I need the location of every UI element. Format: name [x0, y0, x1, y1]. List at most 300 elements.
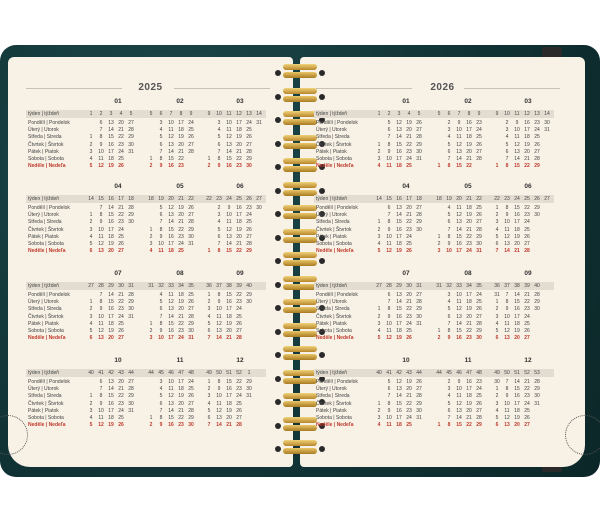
date-cell: 25 — [178, 248, 184, 255]
date-cell: 20 — [178, 141, 184, 148]
date-cell: 15 — [168, 320, 174, 327]
date-cell: 5 — [495, 233, 499, 240]
date-cell: 16 — [396, 407, 402, 414]
date-cell: 30 — [476, 241, 482, 247]
date-cell: 13 — [504, 241, 510, 247]
date-cell: 1 — [149, 156, 153, 162]
date-cell: 10 — [456, 292, 462, 298]
date-cell: 24 — [534, 127, 540, 134]
date-cell: 8 — [387, 306, 391, 313]
date-cell: 13 — [456, 219, 462, 226]
date-cell: 6 — [99, 120, 103, 126]
date-cell: 24 — [178, 335, 184, 342]
date-cell: 18 — [108, 156, 114, 162]
date-cell: 20 — [466, 313, 472, 320]
date-cell: 23 — [178, 422, 184, 429]
week-number: 36 — [494, 283, 500, 289]
day-label: Úterý | Utorok — [316, 127, 347, 134]
week-number: 40 — [88, 370, 94, 376]
date-cell: 6 — [159, 306, 163, 313]
date-cell: 1 — [437, 328, 441, 334]
date-cell: 14 — [514, 379, 520, 385]
date-cell: 21 — [406, 299, 412, 306]
date-cell: 21 — [118, 292, 124, 298]
week-number: 35 — [188, 283, 194, 289]
date-cell: 9 — [447, 335, 451, 342]
date-cell: 27 — [416, 127, 422, 134]
date-cell: 16 — [396, 148, 402, 155]
date-cell: 6 — [207, 415, 211, 421]
date-cell: 5 — [447, 212, 451, 219]
date-cell: 8 — [447, 328, 451, 334]
date-cell: 12 — [504, 328, 510, 334]
date-cell: 20 — [236, 141, 242, 148]
date-cell: 22 — [236, 156, 242, 162]
date-cell: 7 — [447, 226, 451, 233]
date-cell: 3 — [495, 313, 499, 320]
date-cell: 1 — [89, 299, 93, 306]
date-cell: 8 — [159, 156, 163, 162]
week-number: 21 — [466, 196, 472, 202]
date-cell: 31 — [128, 407, 134, 414]
date-cell: 28 — [236, 422, 242, 429]
date-cell: 16 — [396, 226, 402, 233]
week-number: 11 — [226, 111, 232, 117]
week-number: 14 — [544, 111, 550, 117]
date-cell: 30 — [476, 335, 482, 342]
date-cell: 3 — [159, 379, 163, 385]
date-cell: 8 — [447, 233, 451, 240]
week-number: 30 — [406, 283, 412, 289]
date-cell: 17 — [226, 306, 232, 313]
date-cell: 11 — [456, 134, 462, 141]
date-cell: 24 — [118, 313, 124, 320]
date-cell: 16 — [108, 219, 114, 226]
date-cell: 31 — [128, 313, 134, 320]
day-label: Čtvrtek | Štvrtok — [316, 400, 352, 407]
date-cell: 25 — [236, 400, 242, 407]
day-label: Neděle | Nedeľa — [28, 248, 66, 255]
date-cell: 31 — [246, 393, 252, 400]
date-cell: 12 — [504, 233, 510, 240]
date-cell: 19 — [108, 241, 114, 247]
date-cell: 31 — [188, 335, 194, 342]
date-cell: 15 — [108, 393, 114, 400]
date-cell: 21 — [406, 134, 412, 141]
week-number: 46 — [456, 370, 462, 376]
week-number: 4 — [119, 111, 123, 117]
date-cell: 28 — [188, 148, 194, 155]
date-cell: 17 — [466, 386, 472, 393]
date-cell: 25 — [406, 163, 412, 170]
date-cell: 2 — [217, 205, 221, 211]
date-cell: 23 — [406, 313, 412, 320]
week-number: 28 — [386, 283, 392, 289]
date-cell: 7 — [159, 407, 163, 414]
date-cell: 9 — [387, 407, 391, 414]
date-cell: 9 — [159, 163, 163, 170]
date-cell: 21 — [236, 148, 242, 155]
date-cell: 30 — [246, 163, 252, 170]
quarter-block — [314, 183, 558, 255]
day-row — [314, 162, 554, 170]
date-cell: 22 — [178, 415, 184, 421]
week-number: 43 — [118, 370, 124, 376]
week-number: 45 — [446, 370, 452, 376]
day-label: Pondělí | Pondelok — [316, 379, 358, 385]
date-cell: 16 — [226, 386, 232, 393]
quarter-block — [26, 270, 270, 342]
date-cell: 13 — [108, 120, 114, 126]
date-cell: 15 — [108, 212, 114, 219]
quarter-block — [26, 357, 270, 429]
date-cell: 31 — [128, 148, 134, 155]
date-cell: 2 — [505, 120, 509, 126]
date-cell: 23 — [524, 212, 530, 219]
date-cell: 22 — [524, 163, 530, 170]
date-cell: 12 — [98, 422, 104, 429]
quarter-block — [26, 98, 270, 170]
date-cell: 27 — [476, 407, 482, 414]
week-number: 5 — [417, 111, 421, 117]
date-cell: 1 — [89, 134, 93, 141]
week-number: 18 — [148, 196, 154, 202]
date-cell: 15 — [396, 141, 402, 148]
date-cell: 4 — [377, 422, 381, 429]
day-label: Neděle | Nedeľa — [28, 422, 66, 429]
date-cell: 4 — [377, 241, 381, 247]
date-cell: 2 — [89, 400, 93, 407]
date-cell: 29 — [188, 226, 194, 233]
date-cell: 1 — [207, 379, 211, 385]
week-number: 13 — [534, 111, 540, 117]
date-cell: 23 — [236, 386, 242, 393]
week-number: 16 — [108, 196, 114, 202]
day-label: Středa | Streda — [28, 393, 62, 400]
date-cell: 18 — [178, 386, 184, 393]
week-number-row — [314, 110, 554, 118]
week-number: 34 — [466, 283, 472, 289]
date-cell: 25 — [188, 292, 194, 298]
date-cell: 11 — [226, 127, 232, 134]
week-number: 23 — [504, 196, 510, 202]
date-cell: 16 — [226, 163, 232, 170]
date-cell: 30 — [494, 379, 500, 385]
date-cell: 26 — [416, 120, 422, 126]
week-number: 7 — [169, 111, 173, 117]
date-cell: 27 — [476, 313, 482, 320]
day-label: Úterý | Utorok — [28, 212, 59, 219]
date-cell: 31 — [188, 241, 194, 247]
date-cell: 24 — [188, 120, 194, 126]
date-cell: 26 — [524, 415, 530, 421]
date-cell: 10 — [98, 313, 104, 320]
date-cell: 19 — [406, 379, 412, 385]
date-cell: 27 — [416, 205, 422, 211]
date-cell: 6 — [217, 141, 221, 148]
date-cell: 14 — [396, 299, 402, 306]
date-cell: 28 — [128, 386, 134, 393]
date-cell: 8 — [217, 248, 221, 255]
date-cell: 13 — [226, 233, 232, 240]
date-cell: 12 — [456, 306, 462, 313]
date-cell: 9 — [217, 299, 221, 306]
date-cell: 7 — [99, 127, 103, 134]
week-number: 27 — [544, 196, 550, 202]
date-cell: 5 — [89, 328, 93, 334]
date-cell: 4 — [505, 134, 509, 141]
date-cell: 1 — [89, 212, 93, 219]
date-cell: 23 — [118, 219, 124, 226]
date-cell: 6 — [495, 335, 499, 342]
date-cell: 6 — [387, 127, 391, 134]
month-header: 02 — [464, 98, 472, 105]
date-cell: 5 — [387, 379, 391, 385]
date-cell: 22 — [178, 226, 184, 233]
date-cell: 4 — [447, 205, 451, 211]
date-cell: 8 — [505, 386, 509, 393]
date-cell: 17 — [514, 219, 520, 226]
date-cell: 26 — [118, 241, 124, 247]
date-cell: 20 — [406, 127, 412, 134]
date-cell: 8 — [99, 393, 103, 400]
day-label: Pátek | Piatok — [28, 320, 59, 327]
date-cell: 19 — [514, 415, 520, 421]
date-cell: 26 — [236, 407, 242, 414]
date-cell: 2 — [377, 226, 381, 233]
date-cell: 22 — [178, 320, 184, 327]
date-cell: 29 — [416, 400, 422, 407]
date-cell: 6 — [387, 386, 391, 393]
date-cell: 27 — [416, 386, 422, 393]
date-cell: 22 — [236, 379, 242, 385]
date-cell: 18 — [108, 233, 114, 240]
month-header: 03 — [524, 98, 532, 105]
date-cell: 11 — [456, 205, 462, 211]
date-cell: 13 — [504, 422, 510, 429]
day-label: Sobota | Sobota — [28, 328, 64, 334]
date-cell: 18 — [226, 400, 232, 407]
week-number: 41 — [386, 370, 392, 376]
date-cell: 2 — [149, 163, 153, 170]
divider — [464, 88, 560, 89]
month-header: 08 — [464, 270, 472, 277]
week-number: 50 — [504, 370, 510, 376]
date-cell: 22 — [118, 393, 124, 400]
date-cell: 13 — [456, 148, 462, 155]
date-cell: 25 — [188, 386, 194, 393]
date-cell: 26 — [416, 379, 422, 385]
week-number: 37 — [216, 283, 222, 289]
week-number: 5 — [129, 111, 133, 117]
day-row — [314, 247, 554, 255]
date-cell: 28 — [188, 407, 194, 414]
date-cell: 29 — [416, 306, 422, 313]
day-label: Pondělí | Pondelok — [316, 292, 358, 298]
date-cell: 3 — [377, 156, 381, 162]
day-label: Čtvrtek | Štvrtok — [28, 141, 64, 148]
date-cell: 16 — [168, 163, 174, 170]
week-number: 29 — [108, 283, 114, 289]
date-cell: 30 — [534, 306, 540, 313]
date-cell: 15 — [396, 400, 402, 407]
date-cell: 2 — [495, 393, 499, 400]
date-cell: 17 — [396, 415, 402, 421]
date-cell: 11 — [504, 407, 510, 414]
date-cell: 23 — [534, 120, 540, 126]
date-cell: 21 — [524, 292, 530, 298]
year-title-left: 2025 — [138, 82, 163, 93]
week-number-row — [26, 369, 266, 377]
week-number: 35 — [476, 283, 482, 289]
date-cell: 30 — [188, 422, 194, 429]
day-label: Středa | Streda — [28, 134, 62, 141]
date-cell: 3 — [447, 292, 451, 298]
date-cell: 11 — [216, 313, 222, 320]
date-cell: 13 — [216, 328, 222, 334]
month-header: 12 — [524, 357, 532, 364]
date-cell: 26 — [188, 299, 194, 306]
date-cell: 16 — [456, 335, 462, 342]
quarter-block — [314, 98, 558, 170]
date-cell: 22 — [524, 205, 530, 211]
date-cell: 5 — [159, 299, 163, 306]
week-number: 20 — [456, 196, 462, 202]
day-label: Pátek | Piatok — [28, 407, 59, 414]
date-cell: 3 — [447, 127, 451, 134]
date-cell: 1 — [495, 299, 499, 306]
date-cell: 1 — [207, 292, 211, 298]
date-cell: 4 — [495, 320, 499, 327]
date-cell: 10 — [504, 400, 510, 407]
date-cell: 1 — [437, 163, 441, 170]
date-cell: 4 — [89, 233, 93, 240]
week-number: 10 — [216, 111, 222, 117]
date-cell: 29 — [534, 163, 540, 170]
date-cell: 1 — [437, 422, 441, 429]
date-cell: 11 — [158, 248, 164, 255]
month-header: 11 — [464, 357, 472, 364]
date-cell: 1 — [377, 141, 381, 148]
week-number: 47 — [466, 370, 472, 376]
date-cell: 15 — [108, 299, 114, 306]
divider — [26, 88, 122, 89]
week-number: 22 — [206, 196, 212, 202]
date-cell: 12 — [98, 241, 104, 247]
date-cell: 30 — [128, 400, 134, 407]
date-cell: 7 — [159, 148, 163, 155]
day-label: Středa | Streda — [316, 306, 350, 313]
date-cell: 18 — [108, 415, 114, 421]
date-cell: 21 — [178, 313, 184, 320]
date-cell: 19 — [108, 328, 114, 334]
date-cell: 20 — [406, 205, 412, 211]
month-header: 10 — [402, 357, 410, 364]
date-cell: 23 — [118, 400, 124, 407]
date-cell: 11 — [98, 320, 104, 327]
date-cell: 25 — [118, 320, 124, 327]
date-cell: 27 — [118, 248, 124, 255]
week-number: 4 — [407, 111, 411, 117]
week-label: týden | týždeň — [316, 370, 348, 376]
week-number: 12 — [524, 111, 530, 117]
week-number: 38 — [514, 283, 520, 289]
date-cell: 10 — [514, 127, 520, 134]
date-cell: 3 — [89, 148, 93, 155]
date-cell: 11 — [168, 386, 174, 393]
day-label: Pondělí | Pondelok — [28, 292, 70, 298]
date-cell: 21 — [406, 393, 412, 400]
date-cell: 15 — [226, 379, 232, 385]
date-cell: 12 — [216, 407, 222, 414]
date-cell: 12 — [456, 212, 462, 219]
week-number: 44 — [148, 370, 154, 376]
date-cell: 16 — [108, 141, 114, 148]
date-cell: 23 — [236, 163, 242, 170]
date-cell: 15 — [514, 205, 520, 211]
date-cell: 13 — [456, 407, 462, 414]
date-cell: 23 — [524, 393, 530, 400]
date-cell: 17 — [108, 148, 114, 155]
date-cell: 14 — [456, 156, 462, 162]
date-cell: 4 — [149, 248, 153, 255]
date-cell: 27 — [128, 379, 134, 385]
date-cell: 17 — [108, 313, 114, 320]
date-cell: 10 — [168, 379, 174, 385]
date-cell: 2 — [495, 212, 499, 219]
date-cell: 14 — [456, 226, 462, 233]
date-cell: 19 — [514, 328, 520, 334]
date-cell: 9 — [99, 306, 103, 313]
week-number: 48 — [476, 370, 482, 376]
date-cell: 12 — [168, 393, 174, 400]
date-cell: 24 — [476, 127, 482, 134]
date-cell: 30 — [416, 148, 422, 155]
week-number: 40 — [534, 283, 540, 289]
date-cell: 17 — [226, 393, 232, 400]
date-cell: 18 — [178, 127, 184, 134]
week-number: 33 — [456, 283, 462, 289]
date-cell: 5 — [217, 226, 221, 233]
date-cell: 29 — [246, 156, 252, 162]
day-label: Úterý | Utorok — [316, 299, 347, 306]
date-cell: 8 — [217, 156, 221, 162]
date-cell: 8 — [505, 205, 509, 211]
date-cell: 20 — [178, 306, 184, 313]
week-number: 44 — [128, 370, 134, 376]
date-cell: 21 — [236, 241, 242, 247]
month-header: 03 — [236, 98, 244, 105]
date-cell: 24 — [118, 226, 124, 233]
week-number: 19 — [446, 196, 452, 202]
day-label: Sobota | Sobota — [28, 156, 64, 162]
week-number: 29 — [396, 283, 402, 289]
day-label: Neděle | Nedeľa — [28, 163, 66, 170]
date-cell: 10 — [158, 241, 164, 247]
date-cell: 10 — [386, 233, 392, 240]
day-row — [26, 334, 266, 342]
date-cell: 24 — [524, 313, 530, 320]
date-cell: 13 — [168, 212, 174, 219]
week-number: 9 — [495, 111, 499, 117]
date-cell: 3 — [377, 320, 381, 327]
date-cell: 23 — [178, 163, 184, 170]
date-cell: 4 — [447, 299, 451, 306]
day-row — [314, 421, 554, 429]
date-cell: 18 — [514, 407, 520, 414]
date-cell: 27 — [236, 328, 242, 334]
date-cell: 10 — [504, 219, 510, 226]
